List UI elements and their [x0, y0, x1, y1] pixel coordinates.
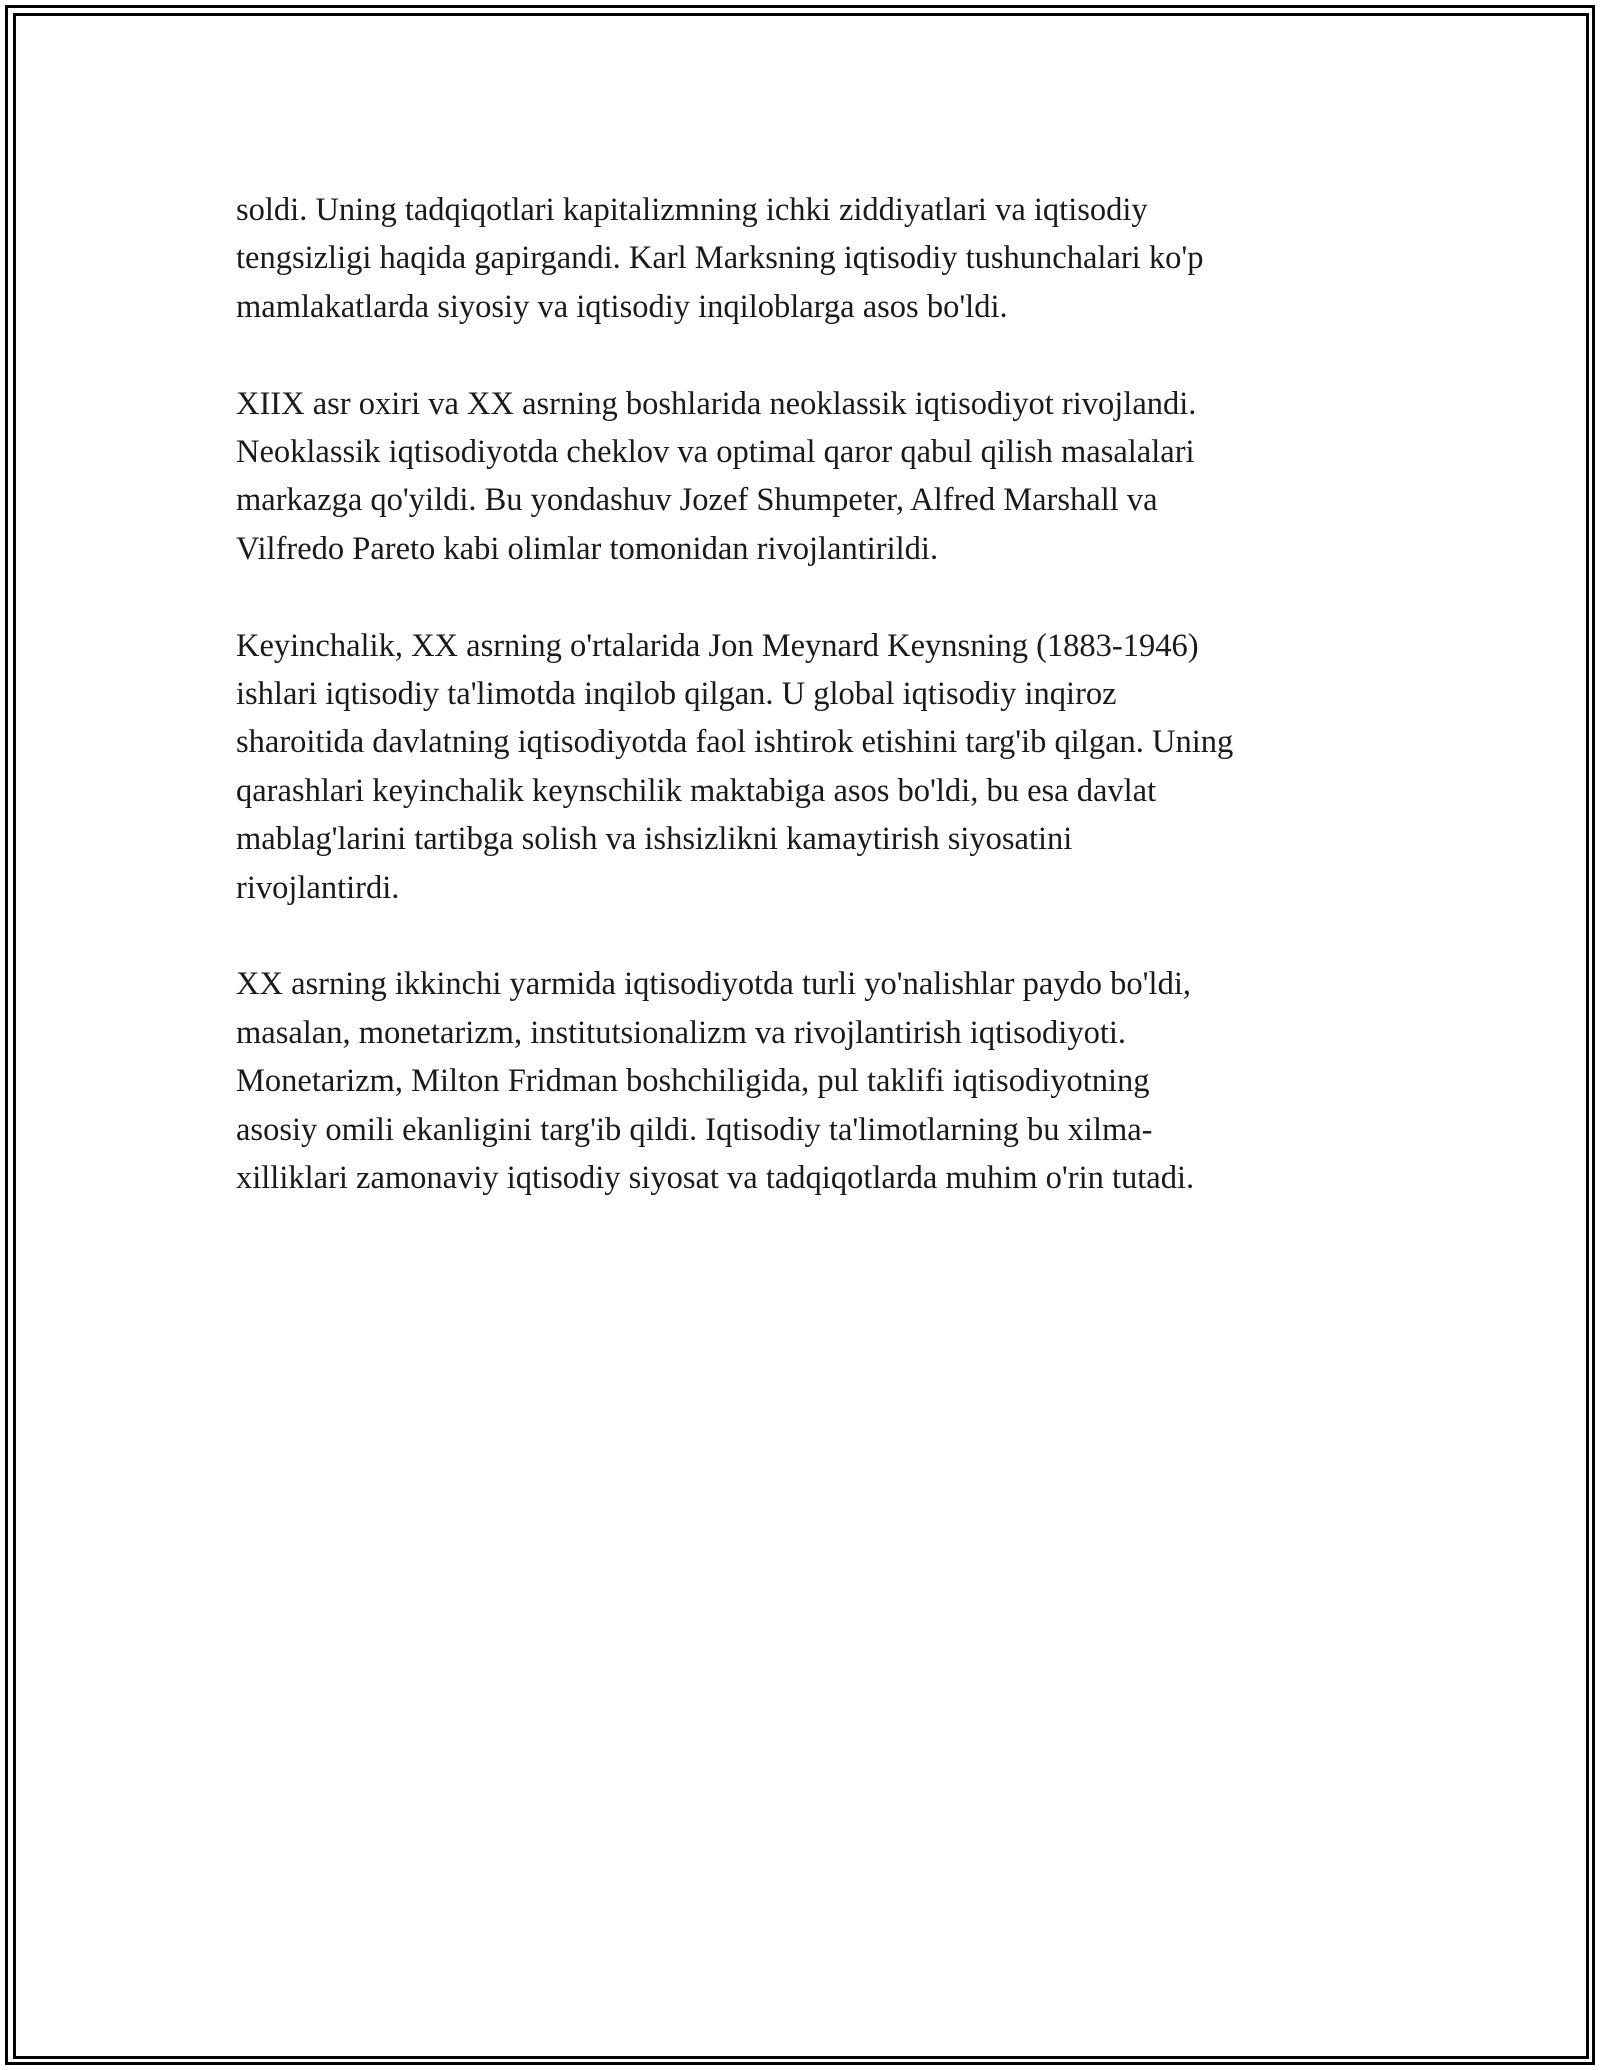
text-line: Keyinchalik, XX asrning o'rtalarida Jon Meynard Keynsning (1883-1946): [236, 627, 1199, 664]
text-line: masalan, monetarizm, institutsionalizm va rivojlantirish iqtisodiyoti.: [236, 1014, 1127, 1051]
paragraph-3: [236, 622, 1386, 912]
text-line: XIIX asr oxiri va XX asrning boshlarida neoklassik iqtisodiyot rivojlandi.: [236, 385, 1197, 422]
paragraph-4: [236, 960, 1386, 1202]
text-line: sharoitida davlatning iqtisodiyotda faol ishtirok etishini targ'ib qilgan. Uning: [236, 724, 1234, 761]
document-body: [236, 186, 1386, 1202]
text-line: XX asrning ikkinchi yarmida iqtisodiyotda turli yo'nalishlar paydo bo'ldi,: [236, 966, 1191, 1003]
text-line: qarashlari keyinchalik keynschilik maktabiga asos bo'ldi, bu esa davlat: [236, 772, 1157, 809]
text-line: mablag'larini tartibga solish va ishsizlikni kamaytirish siyosatini: [236, 821, 1073, 858]
text-line: tengsizligi haqida gapirgandi. Karl Marksning iqtisodiy tushunchalari ko'p: [236, 240, 1204, 277]
text-line: rivojlantirdi.: [236, 869, 400, 906]
text-line: xilliklari zamonaviy iqtisodiy siyosat va tadqiqotlarda muhim o'rin tutadi.: [236, 1160, 1195, 1197]
text-line: ishlari iqtisodiy ta'limotda inqilob qilgan. U global iqtisodiy inqiroz: [236, 676, 1117, 713]
text-line: asosiy omili ekanligini targ'ib qildi. Iqtisodiy ta'limotlarning bu xilma-: [236, 1111, 1153, 1148]
text-line: Neoklassik iqtisodiyotda cheklov va optimal qaror qabul qilish masalalari: [236, 434, 1195, 471]
paragraph-1: [236, 186, 1386, 331]
text-line: mamlakatlarda siyosiy va iqtisodiy inqiloblarga asos bo'ldi.: [236, 288, 1008, 325]
text-line: Vilfredo Pareto kabi olimlar tomonidan rivojlantirildi.: [236, 530, 939, 567]
paragraph-2: [236, 380, 1386, 574]
text-line: Monetarizm, Milton Fridman boshchiligida, pul taklifi iqtisodiyotning: [236, 1063, 1150, 1100]
text-line: markazga qo'yildi. Bu yondashuv Jozef Shumpeter, Alfred Marshall va: [236, 482, 1158, 519]
text-line: soldi. Uning tadqiqotlari kapitalizmning ichki ziddiyatlari va iqtisodiy: [236, 192, 1148, 228]
